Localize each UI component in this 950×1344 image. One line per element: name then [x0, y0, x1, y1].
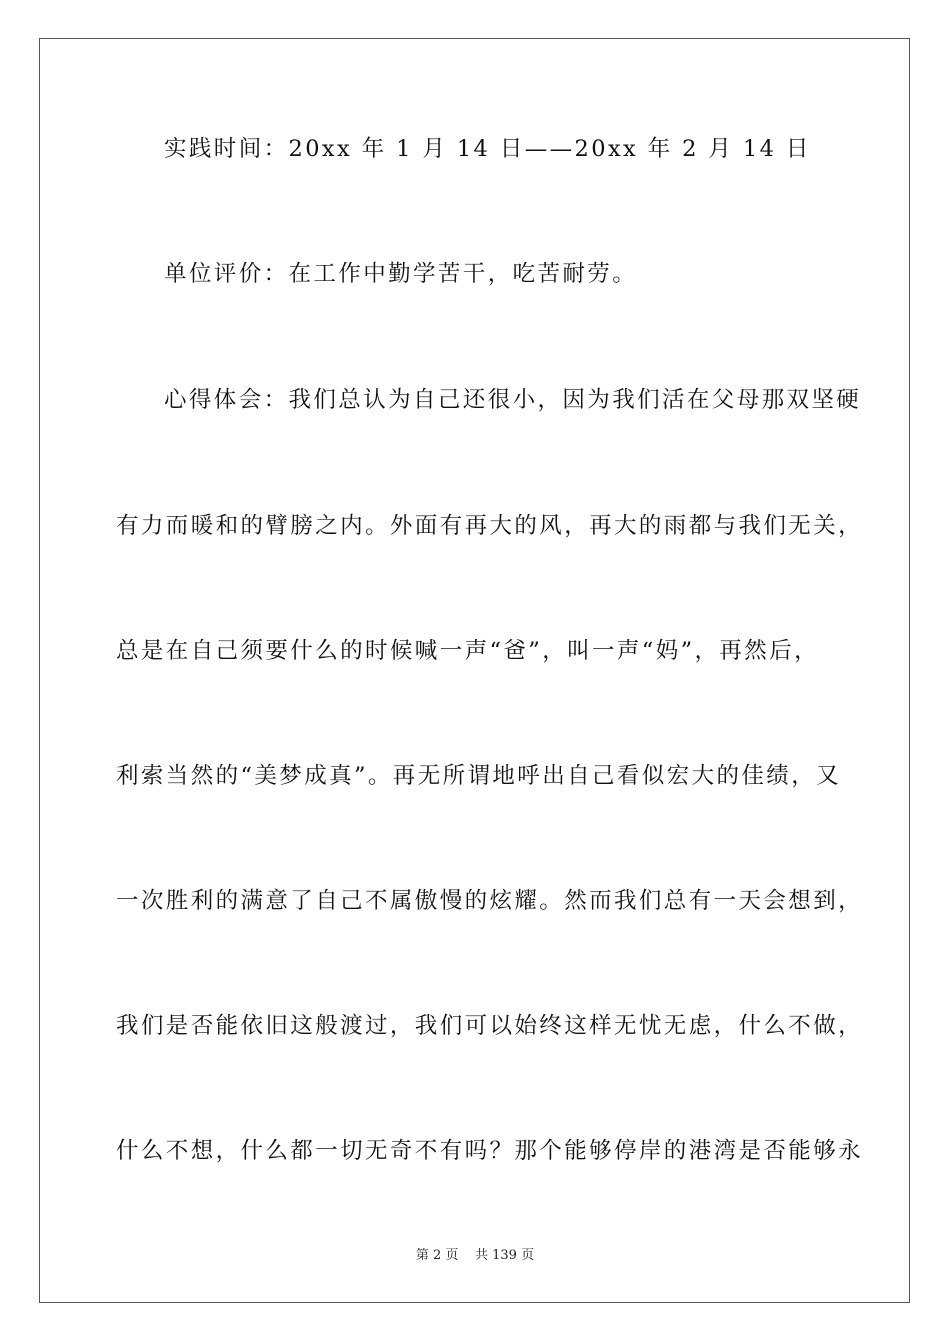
unit-evaluation-line: 单位评价：在工作中勤学苦干，吃苦耐劳。 — [164, 261, 638, 287]
reflection-paragraph-line: 有力而暖和的臂膀之内。外面有再大的风，再大的雨都与我们无关， — [116, 513, 864, 539]
reflection-paragraph-line: 心得体会：我们总认为自己还很小，因为我们活在父母那双坚硬 — [164, 387, 862, 413]
page-border — [39, 38, 910, 1303]
reflection-paragraph-line: 什么不想，什么都一切无奇不有吗？那个能够停岸的港湾是否能够永 — [116, 1138, 864, 1164]
reflection-paragraph-line: 一次胜利的满意了自己不属傲慢的炫耀。然而我们总有一天会想到， — [116, 888, 864, 914]
page-number-footer: 第 2 页 共 139 页 — [415, 1248, 535, 1263]
reflection-paragraph-line: 我们是否能依旧这般渡过，我们可以始终这样无忧无虑，什么不做， — [116, 1013, 864, 1039]
reflection-paragraph-line: 利索当然的“美梦成真”。再无所谓地呼出自己看似宏大的佳绩，又 — [116, 763, 842, 789]
practice-time-line: 实践时间：20xx 年 1 月 14 日——20xx 年 2 月 14 日 — [164, 136, 811, 162]
reflection-paragraph-line: 总是在自己须要什么的时候喊一声“爸”，叫一声“妈”，再然后， — [116, 638, 820, 664]
